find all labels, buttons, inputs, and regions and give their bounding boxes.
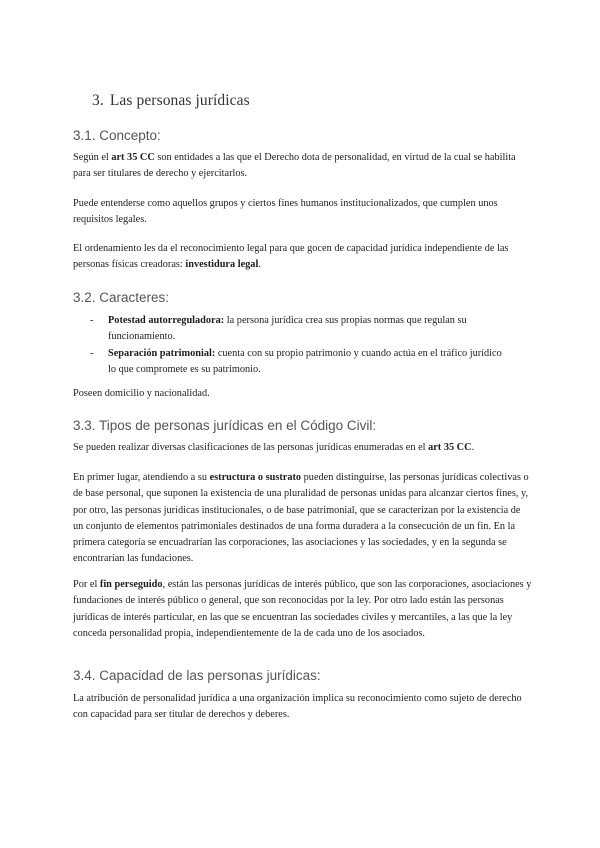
capacidad-paragraph: La atribución de personalidad jurídica a una organización implica su reconocimiento como sujeto de derecho con capacidad para ser titular de derechos y deberes.	[73, 693, 522, 721]
tipos-paragraph-3: Por el fin perseguido, están las personas jurídicas de interés público, que son las corporaciones, asociaciones y fundaciones de interés público o general, que son reconocidas por la ley. Por otro lado están las personas jurídicas de interés particular, en las que se encuentran las sociedades civiles y mercantiles, a las que la ley conceda personalidad propia, independientemente de la de cada uno de los asociados.	[73, 579, 532, 639]
concepto-paragraph-3: El ordenamiento les da el reconocimiento legal para que gocen de capacidad jurídica independiente de las personas físicas creadoras: investidura legal.	[73, 243, 509, 271]
page-title: 3. Las personas jurídicas	[92, 92, 250, 109]
section-heading-concepto: 3.1. Concepto:	[73, 128, 161, 143]
concepto-paragraph-2: Puede entenderse como aquellos grupos y ciertos fines humanos institucionalizados, que cumplen unos requisitos legales.	[73, 198, 498, 226]
tipos-paragraph-1: Se pueden realizar diversas clasificaciones de las personas jurídicas enumeradas en el art 35 CC.	[73, 442, 475, 453]
section-heading-caracteres: 3.2. Caracteres:	[73, 290, 170, 305]
section-heading-capacidad: 3.4. Capacidad de las personas jurídicas:	[73, 668, 321, 683]
section-heading-tipos: 3.3. Tipos de personas jurídicas en el Código Civil:	[73, 418, 377, 433]
caracteres-paragraph: Poseen domicilio y nacionalidad.	[73, 388, 210, 399]
list-item: - Separación patrimonial: cuenta con su propio patrimonio y cuando actúa en el tráfico jurídico lo que compromete es su patrimonio.	[90, 347, 502, 375]
tipos-paragraph-2: En primer lugar, atendiendo a su estructura o sustrato pueden distinguirse, las personas jurídicas colectivas o de base personal, que suponen la existencia de una pluralidad de personas unidas para alcanzar ciertos fines, y, por otro, las personas jurídicas institucionales, o de base patrimonial, que se caracterizan por la existencia de un conjunto de elementos patrimoniales destinados de una forma duradera a la consecución de un fin. En la primera categoría se encuadrarían las corporaciones, las asociaciones y las sociedades, y en la segunda se encontrarían las fundaciones.	[73, 472, 529, 565]
concepto-paragraph-1: Según el art 35 CC son entidades a las que el Derecho dota de personalidad, en virtud de la cual se habilita para ser titulares de derecho y ejercitarlos.	[73, 152, 516, 180]
caracteres-list	[90, 313, 510, 378]
list-item: - Potestad autorreguladora: la persona jurídica crea sus propias normas que regulan su funcionamiento.	[90, 315, 467, 343]
